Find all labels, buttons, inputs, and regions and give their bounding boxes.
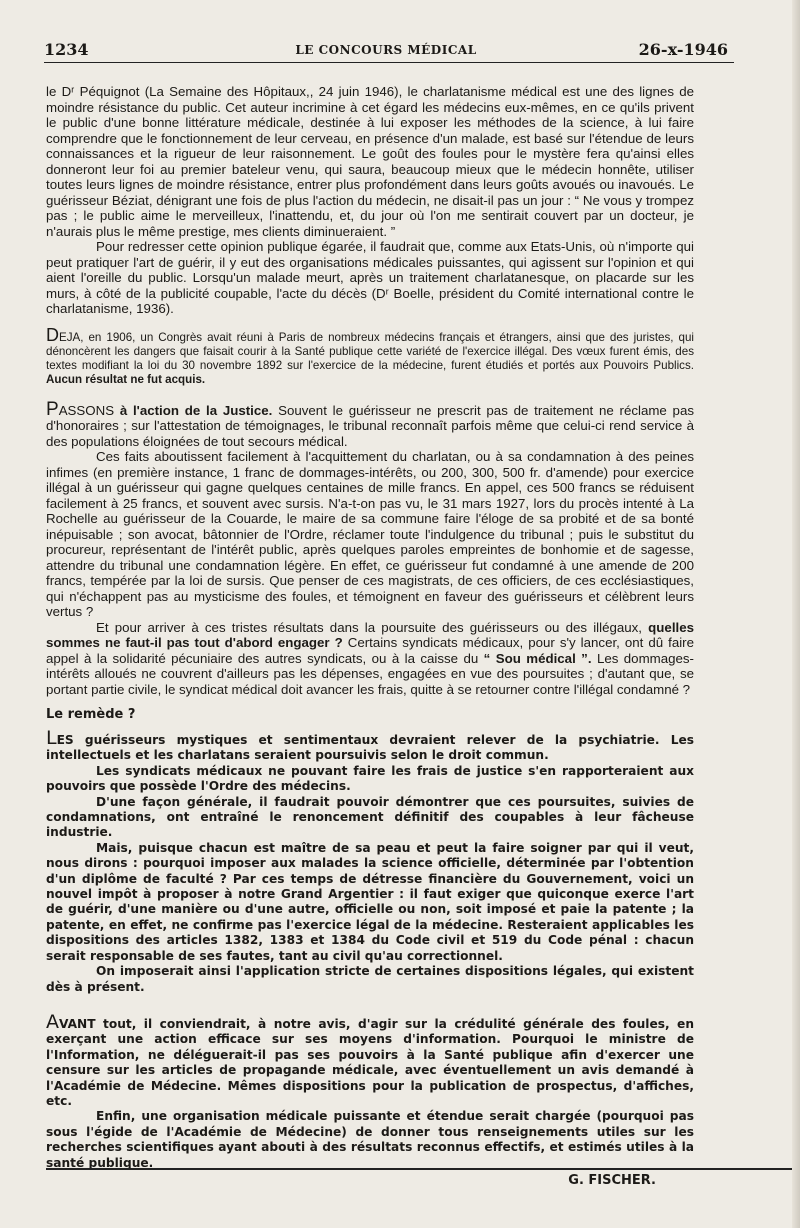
- drop-initial: D: [46, 324, 59, 345]
- paragraph: Enfin, une organisation médicale puissante et étendue serait chargée (pourquoi pas sous l'égide de l'Académie de Médecine) de donner tous renseignements utiles sur les recherches scientifiques ayant abouti à des résultats reconnus effectifs, et estimés utiles à la santé publique.: [46, 1109, 694, 1170]
- section-title: Le remède ?: [46, 707, 136, 722]
- paragraph: On imposerait ainsi l'application stricte de certaines dispositions légales, qui existent dès à présent.: [46, 964, 694, 994]
- issue-date: 26-x-1946: [638, 40, 728, 59]
- section-congress: [46, 324, 694, 387]
- section-information: [46, 1010, 694, 1188]
- section-remedy: [46, 707, 694, 995]
- drop-initial: L: [46, 727, 57, 749]
- page-edge-shadow: [792, 0, 800, 1228]
- bold-conclusion: Aucun résultat ne fut acquis.: [46, 372, 206, 386]
- paragraph: AVANT tout, il conviendrait, à notre avis, d'agir sur la crédulité générale des foules, en exerçant une action efficace sur ses moyens d'information. Pourquoi le ministre de l'Information, ne déléguerait-il pas ses pouvoirs à la Santé publique afin d'exercer une censure sur les articles de propagande médicale, avec éventuellement un avis demandé à l'Académie de Médecine. Mêmes dispositions pour la publication de prospectus, d'affiches, etc.: [46, 1010, 694, 1108]
- paragraph: LES guérisseurs mystiques et sentimentaux devraient relever de la psychiatrie. Les intellectuels et les charlatans seraient poursuivis selon le droit commun.: [46, 727, 694, 763]
- drop-initial: P: [46, 398, 59, 420]
- paragraph: DEJA, en 1906, un Congrès avait réuni à Paris de nombreux médecins français et étrangers, ainsi que des juristes, qui dénoncèrent les dangers que faisait courir à la Santé publique cette variété de l'exercice illégal. Des vœux furent émis, des textes modifiant la loi du 30 novembre 1892 sur l'exercice de la médecine, furent étudiés et portés aux Pouvoirs Publics. Aucun résultat ne fut acquis.: [46, 324, 694, 386]
- page-number: 1234: [44, 40, 89, 59]
- header-rule: [44, 62, 734, 63]
- paragraph: Pour redresser cette opinion publique égarée, il faudrait que, comme aux Etats-Unis, où n'importe qui peut pratiquer l'art de guérir, il y eut des organisations médicales puissantes, qui agissent sur l'opinion et qui aient l'oreille du public. Lorsqu'un malade meurt, après un traitement charlatanesque, on placarde sur les murs, à côté de la publicité coupable, l'acte du décès (Dʳ Boelle, président du Comité international contre le charlatanisme, 1936).: [46, 239, 694, 316]
- paragraph: Et pour arriver à ces tristes résultats dans la poursuite des guérisseurs ou des illégaux, quelles sommes ne faut-il pas tout d'abord engager ? Certains syndicats médicaux, pour s'y lancer, ont dû faire appel à la solidarité pécuniaire des autres syndicats, ou à la caisse du “ Sou médical ”. Les dommages-intérêts alloués ne couvrent d'ailleurs pas les dépenses, engagées en vue des poursuites ; d'autant que, se portant partie civile, le syndicat médical doit avancer les frais, quitte à se retourner contre l'illégal condamné ?: [46, 619, 694, 697]
- page-header: [44, 40, 728, 62]
- paragraph: Ces faits aboutissent facilement à l'acquittement du charlatan, ou à sa condamnation à des peines infimes (en première instance, 1 franc de dommages-intérêts, ou 200, 300, 500 fr. d'amende) pour exercice illégal à un guérisseur qui gagne quelques centaines de mille francs. En appel, ces 500 francs se réduisent facilement à 25 francs, et souvent avec sursis. N'a-t-on pas vu, le 31 mars 1927, lors du procès intenté à La Rochelle au guérisseur de la Couarde, le maire de sa commune faire l'éloge de sa probité et de sa bonté inépuisable ; son avocat, bâtonnier de l'Ordre, réclamer toute l'indulgence du tribunal ; puis le substitut du procureur, représentant de l'intérêt public, après quelques paroles empreintes de bonhomie et de sagesse, attendre du tribunal une condamnation légère. En effet, ce guérisseur fut condamné à une amende de 200 francs, tempérée par la loi de sursis. Que penser de ces magistrats, de ces officiers, de ces ecclésiastiques, qui n'échappent pas au mysticisme des foules, et témoignent en faveur des guérisseurs et célèbrent leurs vertus ?: [46, 449, 694, 619]
- paragraph: D'une façon générale, il faudrait pouvoir démontrer que ces poursuites, suivies de condamnations, ont entraîné le renoncement définitif des coupables à leur fâcheuse industrie.: [46, 794, 694, 840]
- paragraph: le Dʳ Péquignot (La Semaine des Hôpitaux,, 24 juin 1946), le charlatanisme médical est une des lignes de moindre résistance du public. Cet auteur incrimine à cet égard les médecins eux-mêmes, en ce qu'ils privent le public d'une bonne littérature médicale, destinée à lui exposer les méthodes de la science, à lui faire comprendre que le fonctionnement de leur cerveau, en présence d'un malade, est basé sur l'étendue de leurs connaissances et la rigueur de leur raisonnement. Le goût des foules pour le mystère fera qu'ainsi elles donneront leur foi au premier bateleur venu, qui saura, beaucoup mieux que le médecin honnête, utiliser toutes leurs lignes de moindre résistance, entrer plus profondément dans leurs goûts avoués ou inavoués. Le guérisseur Béziat, dénigrant une fois de plus l'action du médecin, ne disait-il pas un jour : “ Ne vous y trompez pas ; le public aime le merveilleux, l'inattendu, et, du jour où l'on me sentirait couvert par un docteur, je n'aurais plus le même prestige, mes clients diminueraient. ”: [46, 84, 694, 239]
- paragraph: Mais, puisque chacun est maître de sa peau et peut la faire soigner par qui il veut, nous dirons : pourquoi imposer aux malades la science officielle, déterminée par l'obtention d'un diplôme de faculté ? Par ces temps de détresse financière du Gouvernement, voici un nouvel impôt à proposer à notre Grand Argentier : il faut exiger que quiconque exerce l'art de guérir, d'une manière ou d'une autre, officielle ou non, soit imposé et paie la patente ; la patente, en effet, ne confirme pas l'exercice légal de la médecine. Resteraient applicables les dispositions des articles 1382, 1383 et 1384 du Code civil et 519 du Code pénal : chacun serait responsable de ses fautes, tant au civil qu'au correctionnel.: [46, 840, 694, 963]
- section-charlatanism: [46, 84, 694, 317]
- article-body: [46, 84, 694, 1188]
- drop-initial: A: [46, 1010, 59, 1033]
- section-justice: [46, 398, 694, 698]
- journal-title: LE CONCOURS MÉDICAL: [295, 43, 477, 57]
- author-signature: G. FISCHER.: [568, 1172, 656, 1188]
- paragraph: Les syndicats médicaux ne pouvant faire les frais de justice s'en rapporteraient aux pouvoirs que possède l'Ordre des médecins.: [46, 763, 694, 794]
- paragraph: PASSONS à l'action de la Justice. Souvent le guérisseur ne prescrit pas de traitement ne réclame pas d'honoraires ; sur l'attestation de témoignages, le tribunal reconnaît parfois même que celui-ci rend service à des populations éloignées de tout secours médical.: [46, 398, 694, 449]
- footer-rule: [46, 1168, 794, 1170]
